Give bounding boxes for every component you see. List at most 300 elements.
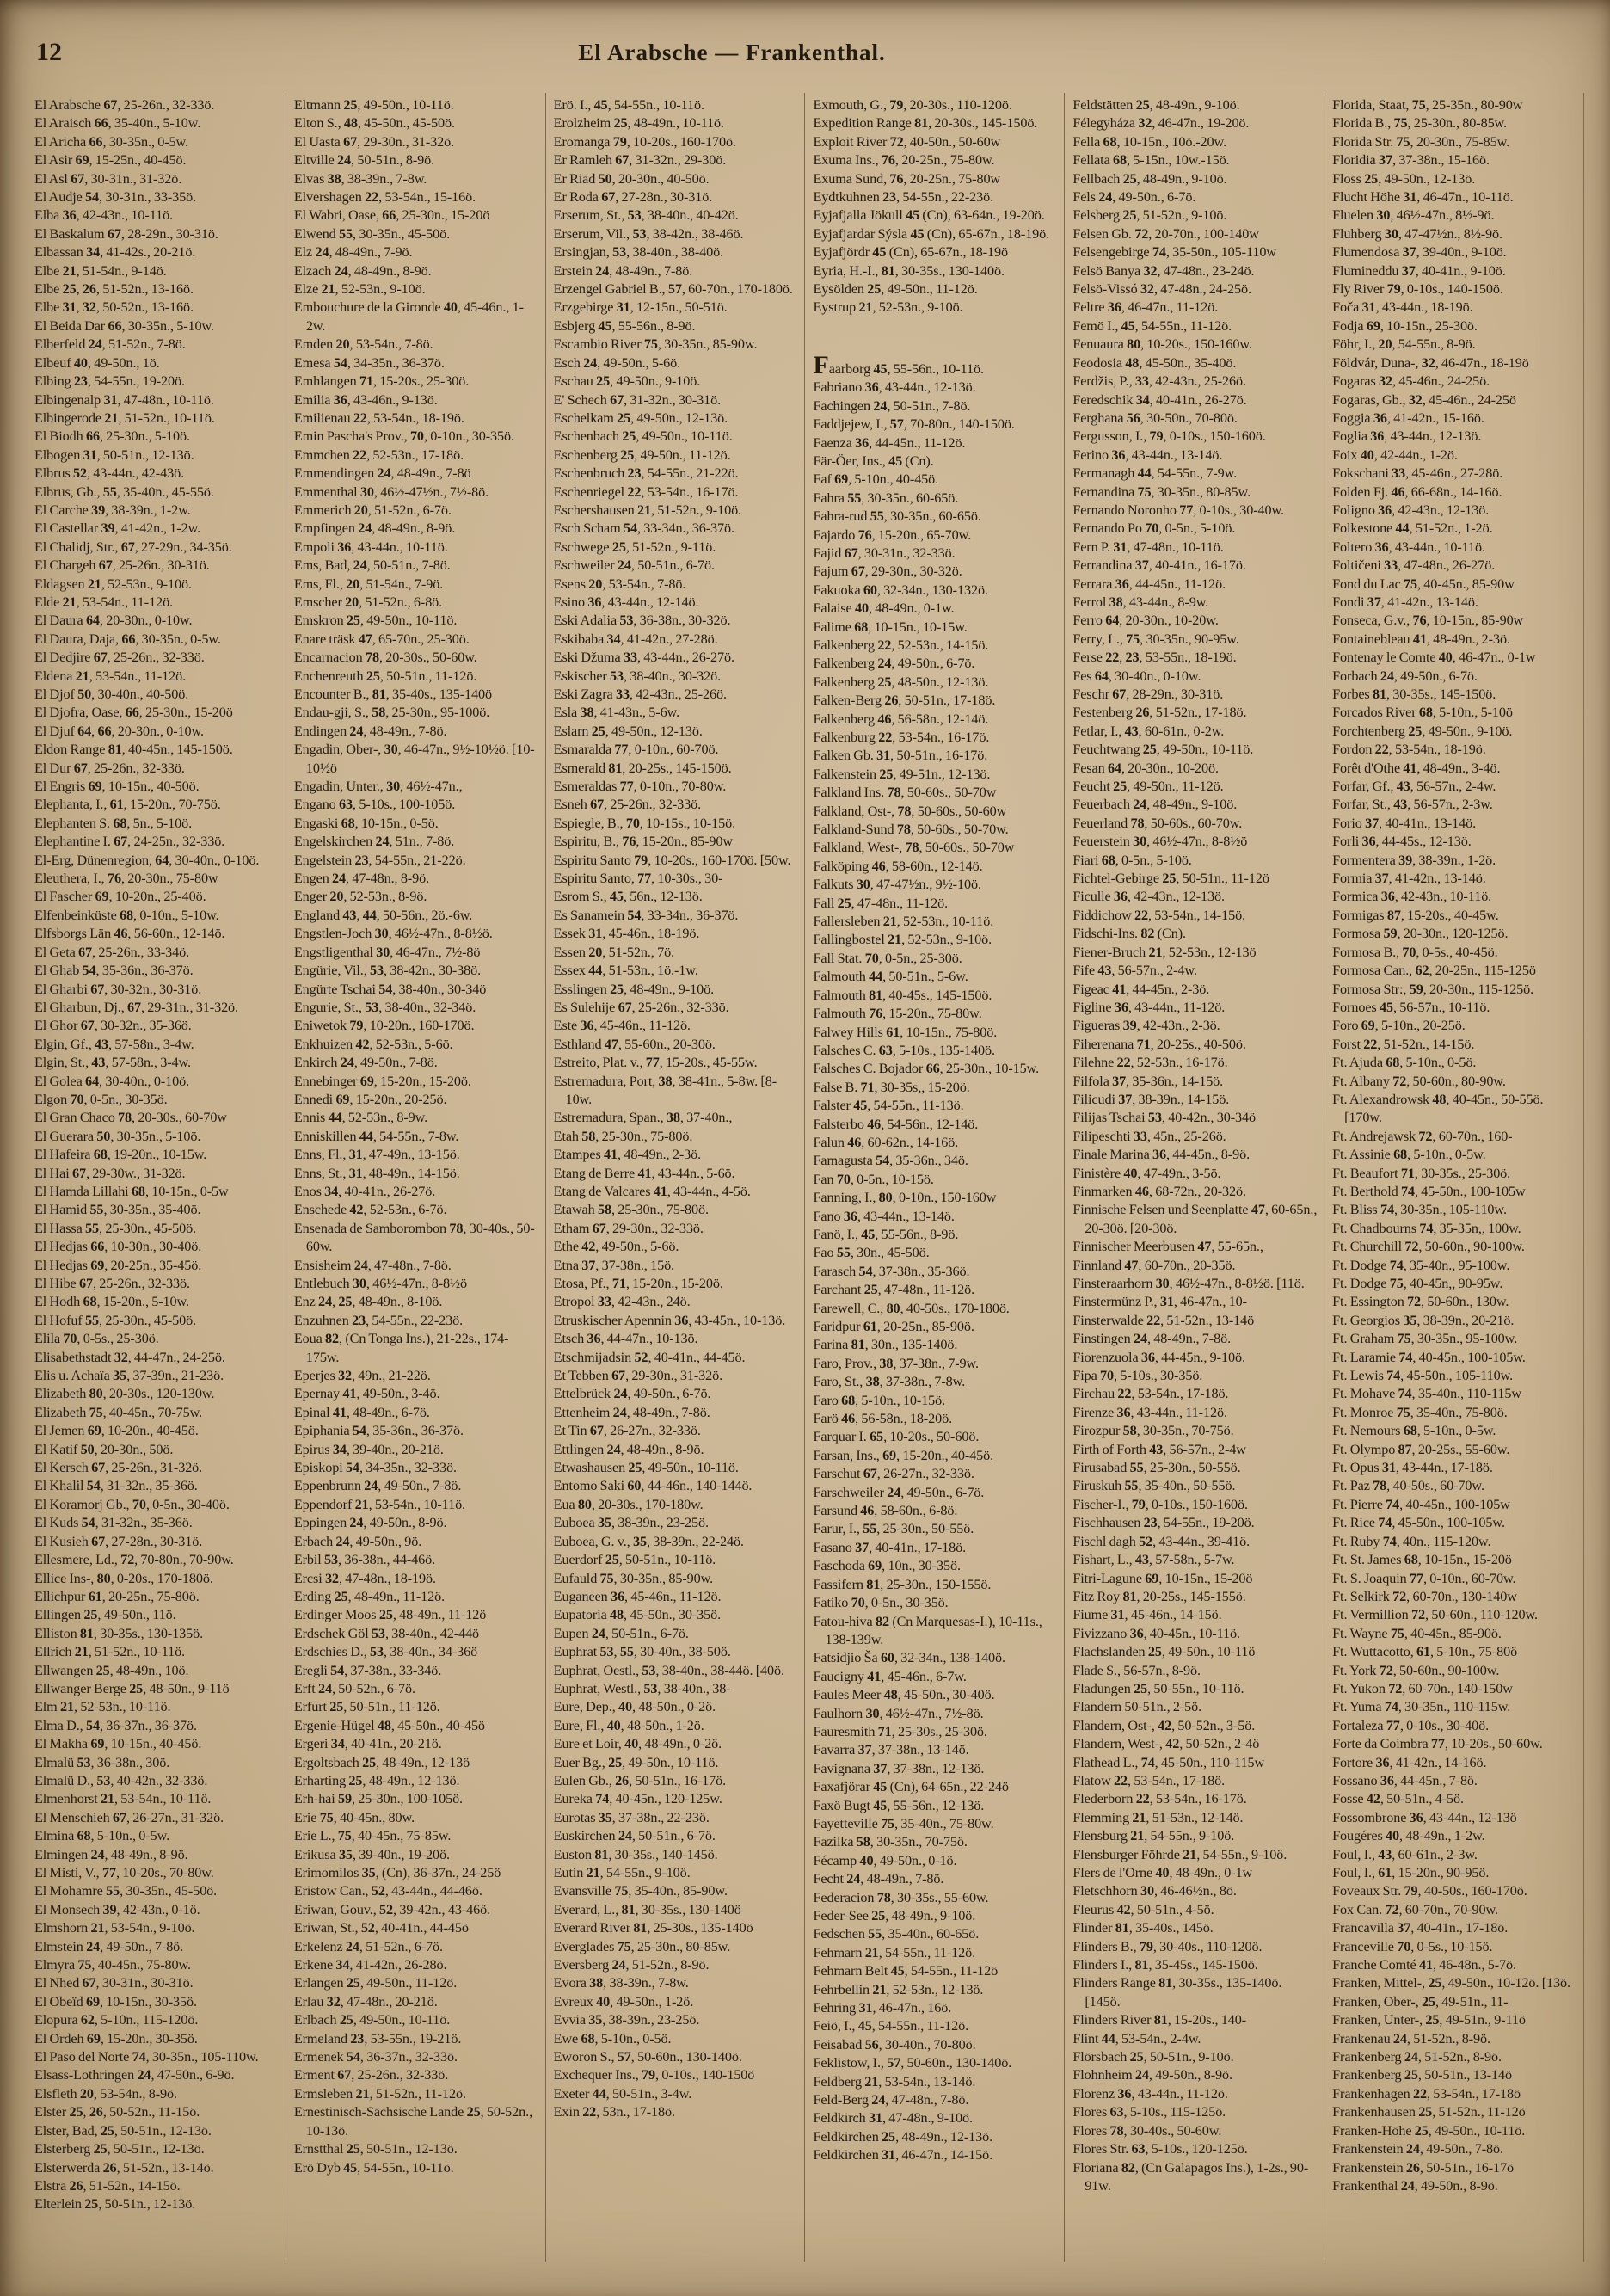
index-entry: Ft. Selkirk 72, 60-70n., 130-140w [1332, 1588, 1517, 1604]
index-entry: Feldkirchen 31, 46-47n., 14-15ö. [813, 2147, 993, 2164]
index-entry: El Ghab 54, 35-36n., 36-37ö. [34, 963, 194, 979]
index-entry: Elbrus, Gb., 55, 35-40n., 45-55ö. [34, 483, 214, 500]
index-entry: Flensburg 21, 54-55n., 9-10ö. [1072, 1828, 1235, 1844]
index-entry: Finistère 40, 47-49n., 3-5ö. [1072, 1165, 1221, 1181]
index-entry: Ellesmere, Ld., 72, 70-80n., 70-90w. [34, 1552, 234, 1568]
index-entry: El Biodh 66, 25-30n., 5-10ö. [34, 428, 190, 445]
index-entry: Frankenhausen 25, 51-52n., 11-12ö [1332, 2104, 1526, 2121]
index-entry: Ermeland 23, 53-55n., 19-21ö. [293, 2030, 462, 2047]
index-entry: Fehmarn 21, 54-55n., 11-12ö. [813, 1944, 976, 1961]
index-entry: Engelskirchen 24, 51n., 7-8ö. [293, 834, 455, 850]
index-entry: Falkland, Ost-, 78, 50-60s., 50-60w [813, 803, 1007, 819]
index-entry: Feldkirchen 25, 48-49n., 12-13ö. [813, 2128, 993, 2145]
index-entry: Everard, L., 81, 30-35s., 130-140ö [553, 1901, 741, 1917]
index-entry: Elmina 68, 5-10n., 0-5w. [34, 1828, 170, 1844]
index-entry: Feredschik 34, 40-41n., 26-27ö. [1072, 391, 1247, 408]
index-entry: Femö I., 45, 54-55n., 11-12ö. [1072, 317, 1232, 334]
index-entry: Fletschhorn 30, 46-46½n., 8ö. [1072, 1883, 1237, 1899]
index-entry: Folkestone 44, 51-52n., 1-2ö. [1332, 520, 1493, 537]
index-entry: Fellata 68, 5-15n., 10w.-15ö. [1072, 152, 1230, 169]
index-entry: Faucigny 41, 45-46n., 6-7w. [813, 1668, 967, 1684]
index-entry: Flandern, Ost-, 42, 50-52n., 3-5ö. [1072, 1717, 1256, 1733]
index-entry: Fiddichow 22, 53-54n., 14-15ö. [1072, 907, 1246, 923]
index-entry: Eversberg 24, 51-52n., 8-9ö. [553, 1957, 710, 1973]
index-entry: El Wabri, Oase, 66, 25-30n., 15-20ö [293, 207, 490, 224]
index-entry: El Jemen 69, 10-20n., 40-45ö. [34, 1423, 199, 1439]
index-entry: Ensisheim 24, 47-48n., 7-8ö. [293, 1257, 452, 1273]
index-entry: Frankenberg 24, 51-52n., 8-9ö. [1332, 2049, 1502, 2065]
index-entry: Engadin, Unter., 30, 46½-47n., [293, 779, 463, 795]
index-entry: Falkenberg 46, 56-58n., 12-14ö. [813, 711, 989, 727]
index-entry: Folden Fj. 46, 66-68n., 14-16ö. [1332, 483, 1502, 500]
index-entry: Finstermünz P., 31, 46-47n., 10- [1072, 1294, 1247, 1310]
index-entry: El Carche 39, 38-39n., 1-2w. [34, 502, 191, 518]
index-entry: Fall Stat. 70, 0-5n., 25-30ö. [813, 950, 962, 966]
index-entry: Fly River 79, 0-10s., 140-150ö. [1332, 281, 1503, 298]
index-entry: Foul, I., 43, 60-61n., 2-3w. [1332, 1846, 1478, 1862]
index-column-4 [804, 93, 1064, 2262]
index-entry: Finnischer Meerbusen 47, 55-65n., [1072, 1239, 1263, 1255]
index-entry: Faules Meer 48, 45-50n., 30-40ö. [813, 1687, 995, 1703]
index-entry: Ernestinisch-Sächsische Lande 25, 50-52n., 10-13ö. [293, 2104, 533, 2139]
index-entry: Finstingen 24, 48-49n., 7-8ö. [1072, 1331, 1232, 1347]
index-entry: Ferghana 56, 30-50n., 70-80ö. [1072, 409, 1238, 426]
index-entry: Eromanga 79, 10-20s., 160-170ö. [553, 133, 736, 150]
index-entry: Fidschi-Ins. 82 (Cn). [1072, 926, 1186, 942]
index-entry: El Hafeira 68, 19-20n., 10-15w. [34, 1147, 207, 1163]
index-entry: Euer Bg., 25, 49-50n., 10-11ö. [553, 1754, 719, 1770]
index-entry: Ft. St. James 68, 10-15n., 15-20ö [1332, 1552, 1512, 1568]
index-entry: Esla 38, 41-43n., 5-6w. [553, 705, 680, 721]
index-entry: Ennebinger 69, 15-20n., 15-20ö. [293, 1073, 471, 1089]
index-entry: Erstein 24, 48-49n., 7-8ö. [553, 262, 693, 279]
index-entry: Evvia 35, 38-39n., 23-25ö. [553, 2012, 700, 2028]
index-entry: Elde 21, 53-54n., 11-12ö. [34, 594, 174, 610]
index-entry: Firuskuh 55, 35-40n., 50-55ö. [1072, 1478, 1236, 1494]
index-entry: Federacion 78, 30-35s., 55-60w. [813, 1889, 989, 1905]
index-entry: El Hodh 68, 15-20n., 5-10w. [34, 1294, 190, 1310]
index-entry: Flachslanden 25, 49-50n., 10-11ö [1072, 1644, 1256, 1660]
index-entry: Ft. Monroe 75, 35-40n., 75-80ö. [1332, 1404, 1508, 1420]
index-entry: Elbe 31, 32, 50-52n., 13-16ö. [34, 299, 194, 316]
index-entry: Eskischer 53, 38-40n., 30-32ö. [553, 668, 722, 684]
index-entry: Faxö Bugt 45, 55-56n., 12-13ö. [813, 1797, 985, 1813]
index-entry: Faxafjörar 45 (Cn), 64-65n., 22-24ö [813, 1779, 1009, 1795]
index-entry: Falsches C. Bojador 66, 25-30n., 10-15w. [813, 1061, 1040, 1077]
index-entry: Eschweiler 24, 50-51n., 6-7ö. [553, 557, 715, 574]
index-entry: Ft. Essington 72, 50-60n., 130w. [1332, 1294, 1509, 1310]
index-entry: Enare träsk 47, 65-70n., 25-30ö. [293, 631, 470, 647]
index-entry: Feklistow, I., 57, 50-60n., 130-140ö. [813, 2055, 1012, 2071]
index-entry: Eniwetok 79, 10-20n., 160-170ö. [293, 1018, 475, 1034]
index-entry: Fischer-I., 79, 0-10s., 150-160ö. [1072, 1496, 1248, 1512]
index-entry: Fogaras, Gb., 32, 45-46n., 24-25ö [1332, 391, 1516, 408]
index-entry: Fluelen 30, 46½-47n., 8½-9ö. [1332, 207, 1495, 224]
index-entry: Ersingjan, 53, 38-40n., 38-40ö. [553, 244, 724, 261]
index-entry: Fassifern 81, 25-30n., 150-155ö. [813, 1576, 992, 1592]
index-entry: Foggia 36, 41-42n., 15-16ö. [1332, 409, 1484, 426]
index-entry: Eschenbach 25, 49-50n., 10-11ö. [553, 428, 733, 445]
index-entry: Fernandina 75, 30-35n., 80-85w. [1072, 483, 1251, 500]
index-entry: Elvershagen 22, 53-54n., 15-16ö. [293, 189, 476, 206]
index-entry: Ermsleben 21, 51-52n., 11-12ö. [293, 2085, 466, 2102]
index-entry: Falun 46, 60-62n., 14-16ö. [813, 1134, 959, 1150]
index-entry: Elizabeth 80, 20-30s., 120-130w. [34, 1386, 215, 1402]
index-entry: Figline 36, 43-44n., 11-12ö. [1072, 999, 1226, 1015]
index-entry: Ettenheim 24, 48-49n., 7-8ö. [553, 1404, 710, 1420]
index-entry: Forli 36, 44-45s., 12-13ö. [1332, 834, 1472, 850]
index-entry: El Hai 67, 29-30w., 31-32ö. [34, 1165, 186, 1181]
index-entry: Engstligenthal 30, 46-47n., 7½-8ö [293, 944, 481, 960]
index-entry: Flinder 81, 35-40s., 145ö. [1072, 1920, 1214, 1936]
index-entry: Eworon S., 57, 50-60n., 130-140ö. [553, 2049, 742, 2065]
index-entry: Festenberg 26, 51-52n., 17-18ö. [1072, 705, 1247, 721]
index-entry: Emskron 25, 49-50n., 10-11ö. [293, 612, 458, 629]
index-entry: Fazilka 58, 30-35n., 70-75ö. [813, 1834, 968, 1850]
index-entry: El Misti, V., 77, 10-20s., 70-80w. [34, 1865, 214, 1881]
index-column-2 [286, 93, 545, 2262]
index-entry: Esino 36, 43-44n., 12-14ö. [553, 594, 699, 610]
index-entry: Engürie, Vil., 53, 38-42n., 30-38ö. [293, 963, 482, 979]
index-entry: Erie L., 75, 40-45n., 75-85w. [293, 1828, 452, 1844]
index-entry: Flandern 50-51n., 2-5ö. [1072, 1699, 1202, 1715]
index-entry: Ferrara 36, 44-45n., 11-12ö. [1072, 576, 1226, 592]
index-entry: Flinders B., 79, 30-40s., 110-120ö. [1072, 1938, 1263, 1954]
index-entry: Finmarken 46, 68-72n., 20-32ö. [1072, 1183, 1246, 1199]
index-entry: El Castellar 39, 41-42n., 1-2w. [34, 520, 201, 537]
index-entry: Elsass-Lothringen 24, 47-50n., 6-9ö. [34, 2067, 235, 2084]
index-entry: Falwey Hills 61, 10-15n., 75-80ö. [813, 1024, 998, 1040]
index-entry: Enniskillen 44, 54-55n., 7-8w. [293, 1128, 459, 1144]
index-entry: Franken, Unter-, 25, 49-51n., 9-11ö [1332, 2012, 1526, 2028]
index-entry: Eskibaba 34, 41-42n., 27-28ö. [553, 631, 718, 647]
index-entry: Ft. Rice 74, 45-50n., 100-105w. [1332, 1515, 1505, 1531]
index-entry: Fipa 70, 5-10s., 30-35ö. [1072, 1368, 1203, 1384]
index-entry: Esthland 47, 55-60n., 20-30ö. [553, 1036, 716, 1052]
index-entry: Elmalü 53, 36-38n., 30ö. [34, 1754, 170, 1770]
index-entry: Ft. Alexandrowsk 48, 40-45n., 50-55ö. [170w. [1332, 1091, 1544, 1126]
index-entry: Ennedi 69, 15-20n., 20-25ö. [293, 1091, 447, 1107]
index-entry: Emilienau 22, 53-54n., 18-19ö. [293, 409, 464, 426]
index-entry: Franken, Ober-, 25, 49-51n., 11- [1332, 1993, 1509, 2010]
index-entry: Encarnacion 78, 20-30s., 50-60w. [293, 649, 477, 666]
index-entry: Ennis 44, 52-53n., 8-9w. [293, 1110, 428, 1126]
index-entry: Erment 67, 25-26n., 32-33ö. [293, 2067, 449, 2084]
index-entry: Farsan, Ins., 69, 15-20n., 40-45ö. [813, 1447, 994, 1463]
index-entry: Elze 21, 52-53n., 9-10ö. [293, 281, 426, 298]
index-entry: Etschmijadsin 52, 40-41n., 44-45ö. [553, 1349, 746, 1365]
index-entry: Ferro 64, 20-30n., 10-20w. [1072, 612, 1219, 629]
index-entry: Eppenbrunn 24, 49-50n., 7-8ö. [293, 1478, 462, 1494]
index-entry: Eltmann 25, 49-50n., 10-11ö. [293, 97, 454, 113]
index-entry: Ft. Andrejawsk 72, 60-70n., 160- [1332, 1128, 1513, 1144]
index-entry: Faddjejew, I., 57, 70-80n., 140-150ö. [813, 416, 1015, 433]
index-entry: Filipeschti 33, 45n., 25-26ö. [1072, 1128, 1226, 1144]
index-entry: Eschau 25, 49-50n., 9-10ö. [553, 373, 701, 390]
index-entry: El Hassa 55, 25-30n., 45-50ö. [34, 1220, 197, 1236]
index-entry: Estreito, Plat. v., 77, 15-20s., 45-55w. [553, 1055, 758, 1071]
index-entry: El Uasta 67, 29-30n., 31-32ö. [293, 133, 455, 150]
index-entry: Eutin 21, 54-55n., 9-10ö. [553, 1865, 691, 1881]
index-entry: El Koramorj Gb., 70, 0-5n., 30-40ö. [34, 1496, 230, 1512]
index-entry: Fesan 64, 20-30n., 10-20ö. [1072, 760, 1219, 776]
index-entry: Fella 68, 10-15n., 10ö.-20w. [1072, 133, 1227, 150]
index-entry: Ft. Ruby 74, 40n., 115-120w. [1332, 1533, 1491, 1549]
index-entry: Elstra 26, 51-52n., 14-15ö. [34, 2177, 181, 2194]
index-entry: Franche Comté 41, 46-48n., 5-7ö. [1332, 1957, 1516, 1973]
index-entry: Etosa, Pf., 71, 15-20n., 15-20ö. [553, 1276, 723, 1291]
index-entry: Forbes 81, 30-35s., 145-150ö. [1332, 686, 1496, 702]
index-entry: Euphrat, Oestl., 53, 38-40n., 38-44ö. [40ö. [553, 1662, 784, 1678]
index-entry: Elzach 24, 48-49n., 8-9ö. [293, 262, 432, 279]
index-entry: Exin 22, 53n., 17-18ö. [553, 2104, 675, 2121]
index-entry: Evora 38, 38-39n., 7-8w. [553, 1975, 689, 1991]
index-entry: Emin Pascha's Prov., 70, 0-10n., 30-35ö. [293, 428, 514, 445]
index-entry: Foltičeni 33, 47-48n., 26-27ö. [1332, 557, 1496, 574]
index-entry: Fes 64, 30-40n., 0-10w. [1072, 668, 1201, 684]
index-entry: Forio 37, 40-41n., 13-14ö. [1332, 815, 1477, 831]
index-entry: Fokschani 33, 45-46n., 27-28ö. [1332, 465, 1503, 482]
index-entry: Erfurt 25, 50-51n., 11-12ö. [293, 1699, 440, 1715]
index-entry: Elba 36, 42-43n., 10-11ö. [34, 207, 174, 224]
index-entry: Ergenie-Hügel 48, 45-50n., 40-45ö [293, 1717, 485, 1733]
index-entry: Eppendorf 21, 53-54n., 10-11ö. [293, 1496, 466, 1512]
index-entry: Fabriano 36, 43-44n., 12-13ö. [813, 379, 976, 396]
index-entry: Escambio River 75, 30-35n., 85-90w. [553, 336, 758, 353]
index-entry: Ferdžis, P., 33, 42-43n., 25-26ö. [1072, 373, 1246, 390]
index-entry: Flörsbach 25, 50-51n., 9-10ö. [1072, 2049, 1234, 2065]
index-entry: Fischhausen 23, 54-55n., 19-20ö. [1072, 1515, 1255, 1531]
index-entry: Farö 46, 56-58n., 18-20ö. [813, 1411, 953, 1427]
index-entry: Feltre 36, 46-47n., 11-12ö. [1072, 299, 1219, 316]
index-entry: Eure, Fl., 40, 48-50n., 1-2ö. [553, 1717, 704, 1733]
index-entry: Ft. Wuttacotto, 61, 5-10n., 75-80ö [1332, 1644, 1518, 1660]
index-entry: Fehmarn Belt 45, 54-55n., 11-12ö [813, 1963, 999, 1979]
index-entry: Erdinger Moos 25, 48-49n., 11-12ö [293, 1607, 487, 1623]
index-entry: Fife 43, 56-57n., 2-4w. [1072, 963, 1197, 979]
index-entry: Faulhorn 30, 46½-47n., 7½-8ö. [813, 1705, 984, 1721]
index-entry: El Hamid 55, 30-35n., 35-40ö. [34, 1202, 201, 1218]
index-entry: Fall 25, 47-48n., 11-12ö. [813, 895, 949, 911]
index-entry: Elbe 21, 51-54n., 9-14ö. [34, 262, 167, 279]
index-entry: Ft. Nemours 68, 5-10n., 0-5w. [1332, 1423, 1496, 1439]
index-entry: Firenze 36, 43-44n., 11-12ö. [1072, 1404, 1227, 1420]
index-entry: Ft. Opus 31, 43-44n., 17-18ö. [1332, 1460, 1493, 1476]
index-entry: Fondi 37, 41-42n., 13-14ö. [1332, 594, 1478, 610]
index-entry: Elephanta, I., 61, 15-20n., 70-75ö. [34, 797, 221, 813]
index-entry: Feldberg 21, 53-54n., 13-14ö. [813, 2073, 976, 2090]
index-entry: Entlebuch 30, 46½-47n., 8-8½ö [293, 1276, 468, 1291]
index-entry: Fornoes 45, 56-57n., 10-11ö. [1332, 999, 1490, 1015]
index-entry: Fan 70, 0-5n., 10-15ö. [813, 1171, 934, 1187]
index-entry: Falkuts 30, 47-47½n., 9½-10ö. [813, 877, 981, 893]
index-entry: Eschenbruch 23, 54-55n., 21-22ö. [553, 465, 739, 482]
index-entry: Ercsi 32, 47-48n., 18-19ö. [293, 1570, 436, 1586]
index-entry: E' Schech 67, 31-32n., 30-31ö. [553, 391, 722, 408]
index-entry: Erbil 53, 36-38n., 44-46ö. [293, 1552, 436, 1568]
index-entry: Elbeuf 40, 49-50n., 1ö. [34, 354, 160, 371]
index-entry: Faarborg 45, 55-56n., 10-11ö. [813, 350, 984, 379]
index-entry: Erharting 25, 48-49n., 12-13ö. [293, 1772, 460, 1788]
index-entry: Endingen 24, 48-49n., 7-8ö. [293, 723, 447, 739]
index-entry: Ensenada de Samborombon 78, 30-40s., 50-60w. [293, 1220, 535, 1255]
index-entry: El Dedjire 67, 25-26n., 32-33ö. [34, 649, 205, 666]
index-entry: Falsches C. 63, 5-10s., 135-140ö. [813, 1042, 995, 1058]
index-entry: Forêt d'Othe 41, 48-49n., 3-4ö. [1332, 760, 1501, 776]
index-entry: Fishart, L., 43, 57-58n., 5-7w. [1072, 1552, 1235, 1568]
index-entry: El Hedjas 66, 10-30n., 30-40ö. [34, 1239, 202, 1255]
index-entry: Foix 40, 42-44n., 1-2ö. [1332, 446, 1458, 463]
index-entry: Eyjafjalla Jökull 45 (Cn), 63-64n., 19-20ö. [813, 207, 1045, 224]
index-entry: El Gharbun, Dj., 67, 29-31n., 31-32ö. [34, 999, 239, 1015]
index-entry: Fleurus 42, 50-51n., 4-5ö. [1072, 1901, 1214, 1917]
index-column-5 [1064, 93, 1324, 2262]
index-entry: Engano 63, 5-10s., 100-105ö. [293, 797, 456, 813]
index-entry: Exploit River 72, 40-50n., 50-60w [813, 133, 1001, 150]
index-entry: Filehne 22, 52-53n., 16-17ö. [1072, 1055, 1228, 1071]
index-entry: Flucht Höhe 31, 46-47n., 10-11ö. [1332, 189, 1514, 206]
index-entry: Fahra 55, 30-35n., 60-65ö. [813, 489, 959, 506]
index-entry: Eldagsen 21, 52-53n., 9-10ö. [34, 576, 192, 592]
index-entry: Enzuhnen 23, 54-55n., 22-23ö. [293, 1312, 464, 1328]
index-entry: Eufauld 75, 30-35n., 85-90w. [553, 1570, 714, 1586]
index-entry: Este 36, 45-46n., 11-12ö. [553, 1018, 691, 1034]
index-entry: Feld-Berg 24, 47-48n., 7-8ö. [813, 2092, 969, 2108]
index-entry: Florida, Staat, 75, 25-35n., 80-90w [1332, 97, 1523, 113]
index-entry: Falmouth 44, 50-51n., 5-6w. [813, 969, 968, 985]
index-entry: El Menschieh 67, 26-27n., 31-32ö. [34, 1809, 224, 1825]
index-entry: Flinders River 81, 15-20s., 140- [1072, 2012, 1247, 2028]
index-entry: Engaski 68, 10-15n., 0-5ö. [293, 815, 439, 831]
index-entry: Félegyháza 32, 46-47n., 19-20ö. [1072, 115, 1250, 132]
index-entry: Fernando Po 70, 0-5n., 5-10ö. [1072, 520, 1236, 537]
index-entry: Formica 36, 42-43n., 10-11ö. [1332, 889, 1492, 905]
index-entry: El Makha 69, 10-15n., 40-45ö. [34, 1736, 202, 1752]
index-entry: Elephantine I. 67, 24-25n., 32-33ö. [34, 834, 225, 850]
index-entry: El Asir 69, 15-25n., 40-45ö. [34, 152, 187, 169]
index-entry: Entomo Saki 60, 44-46n., 140-144ö. [553, 1478, 753, 1494]
index-entry: Elisabethstadt 32, 44-47n., 24-25ö. [34, 1349, 225, 1365]
index-entry: Flemming 21, 51-53n., 12-14ö. [1072, 1809, 1244, 1825]
index-entry: Fontainebleau 41, 48-49n., 2-3ö. [1332, 631, 1510, 647]
index-entry: Famagusta 54, 35-36n., 34ö. [813, 1153, 968, 1169]
index-entry: Feuerstein 30, 46½-47n., 8-8½ö [1072, 834, 1248, 850]
index-entry: Esmerald 81, 20-25s., 145-150ö. [553, 760, 732, 776]
index-entry: Erserum, St., 53, 38-40n., 40-42ö. [553, 207, 739, 224]
index-entry: Fauresmith 71, 25-30s., 25-30ö. [813, 1723, 987, 1739]
index-entry: Eua 80, 20-30s., 170-180w. [553, 1496, 704, 1512]
index-entry: Filicudi 37, 38-39n., 14-15ö. [1072, 1091, 1230, 1107]
index-entry: Etah 58, 25-30n., 75-80ö. [553, 1128, 693, 1144]
index-entry: Fivizzano 36, 40-45n., 10-11ö. [1072, 1625, 1240, 1641]
index-entry: Elopura 62, 5-10n., 115-120ö. [34, 2012, 199, 2028]
index-entry: Feder-See 25, 48-49n., 9-10ö. [813, 1908, 976, 1924]
index-entry: El Gharbi 67, 30-32n., 30-31ö. [34, 981, 202, 997]
index-entry: Essen 20, 51-52n., 7ö. [553, 944, 675, 960]
index-entry: Endau-gji, S., 58, 25-30n., 95-100ö. [293, 705, 490, 721]
index-entry: Expedition Range 81, 20-30s., 145-150ö. [813, 115, 1038, 132]
index-entry: Engürte Tschai 54, 38-40n., 30-34ö [293, 981, 487, 997]
index-entry: Euboea, G. v., 35, 38-39n., 22-24ö. [553, 1533, 744, 1549]
index-entry: Erdschies D., 53, 38-40n., 34-36ö [293, 1644, 478, 1660]
index-entry: Feuchtwang 25, 49-50n., 10-11ö. [1072, 742, 1254, 758]
index-entry: Erkelenz 24, 51-52n., 6-7ö. [293, 1938, 443, 1954]
index-entry: El Ghor 67, 30-32n., 35-36ö. [34, 1018, 192, 1034]
index-entry: Etawah 58, 25-30n., 75-80ö. [553, 1202, 709, 1218]
index-entry: Ft. Dodge 75, 40-45n,, 90-95w. [1332, 1276, 1503, 1291]
index-entry: Et Tebben 67, 29-30n., 31-32ö. [553, 1368, 723, 1384]
index-entry: Eydtkuhnen 23, 54-55n., 22-23ö. [813, 189, 994, 206]
index-entry: El Paso del Norte 74, 30-35n., 105-110w. [34, 2049, 259, 2065]
index-entry: Er Roda 67, 27-28n., 30-31ö. [553, 189, 713, 206]
index-entry: Farewell, C., 80, 40-50s., 170-180ö. [813, 1300, 1010, 1316]
index-entry: Farasch 54, 37-38n., 35-36ö. [813, 1263, 970, 1279]
index-entry: Foča 31, 43-44n., 18-19ö. [1332, 299, 1473, 316]
index-entry: Elmingen 24, 48-49n., 8-9ö. [34, 1846, 188, 1862]
index-entry: Fehring 31, 46-47n., 16ö. [813, 2000, 952, 2016]
index-entry: Flensburger Föhrde 21, 54-55n., 9-10ö. [1072, 1846, 1287, 1862]
index-entry: Falster 45, 54-55n., 11-13ö. [813, 1098, 964, 1114]
index-entry: Falköping 46, 58-60n., 12-14ö. [813, 858, 983, 874]
index-entry: Fogaras 32, 45-46n., 24-25ö. [1332, 373, 1490, 390]
index-entry: Fecht 24, 48-49n., 7-8ö. [813, 1871, 944, 1887]
index-entry: El Djofra, Oase, 66, 25-30n., 15-20ö [34, 705, 233, 721]
index-entry: Ft. Ajuda 68, 5-10n., 0-5ö. [1332, 1055, 1477, 1071]
index-entry: Enkirch 24, 49-50n., 7-8ö. [293, 1055, 438, 1071]
index-entry: Falkland, West-, 78, 50-60s., 50-70w [813, 840, 1015, 856]
index-entry: Essek 31, 45-46n., 18-19ö. [553, 926, 700, 942]
index-entry: Fatiko 70, 0-5n., 30-35ö. [813, 1595, 949, 1611]
index-entry: Ficulle 36, 42-43n., 12-13ö. [1072, 889, 1225, 905]
index-entry: Ft. S. Joaquin 77, 0-10n., 60-70w. [1332, 1570, 1516, 1586]
index-entry: Es Sanamein 54, 33-34n., 36-37ö. [553, 907, 739, 923]
index-entry: Eyria, H.-I., 81, 30-35s., 130-140ö. [813, 262, 1005, 279]
index-entry: Erft 24, 50-52n., 6-7ö. [293, 1680, 415, 1696]
index-entry: Elfenbeinküste 68, 0-10n., 5-10w. [34, 907, 219, 923]
index-entry: El Hibe 67, 25-26n., 32-33ö. [34, 1276, 190, 1291]
index-entry: Eriwan, St., 52, 40-41n., 44-45ö [293, 1920, 469, 1936]
index-entry: Fosse 42, 50-51n., 4-5ö. [1332, 1791, 1464, 1807]
index-entry: Ellwangen 25, 48-49n., 10ö. [34, 1662, 189, 1678]
index-entry: Foltero 36, 43-44n., 10-11ö. [1332, 539, 1485, 555]
index-entry: Emmendingen 24, 48-49n., 7-8ö [293, 465, 471, 482]
index-entry: Es Sulehije 67, 25-26n., 32-33ö. [553, 999, 729, 1015]
index-entry: Flumendosa 37, 39-40n., 9-10ö. [1332, 244, 1507, 261]
index-entry: El Audje 54, 30-31n., 33-35ö. [34, 189, 197, 206]
index-entry: Flinders I., 81, 35-45s., 145-150ö. [1072, 1957, 1258, 1973]
index-entry: El Gran Chaco 78, 20-30s., 60-70w [34, 1110, 227, 1126]
index-entry: Esmeraldas 77, 0-10n., 70-80w. [553, 779, 727, 795]
index-entry: Ferrandina 37, 40-41n., 16-17ö. [1072, 557, 1246, 574]
index-entry: Erie 75, 40-45n., 80w. [293, 1809, 415, 1825]
index-entry: Engstlen-Joch 30, 46½-47n., 8-8½ö. [293, 926, 493, 942]
index-entry: Espiritu Santo 79, 10-20s., 160-170ö. [50w. [553, 852, 791, 868]
index-entry: El Kersch 67, 25-26n., 31-32ö. [34, 1460, 203, 1476]
index-entry: Etampes 41, 48-49n., 2-3ö. [553, 1147, 702, 1163]
index-entry: Fatou-hiva 82 (Cn Marquesas-I.), 10-11s., 138-139w. [813, 1613, 1042, 1647]
index-column-6 [1324, 93, 1584, 2262]
index-entry: Floriana 82, (Cn Galapagos Ins.), 1-2s., 90-91w. [1072, 2159, 1309, 2194]
index-entry: Fergusson, I., 79, 0-10s., 150-160ö. [1072, 428, 1266, 445]
index-entry: Elizabeth 75, 40-45n., 70-75w. [34, 1404, 203, 1420]
index-entry: Elmenhorst 21, 53-54n., 10-11ö. [34, 1791, 212, 1807]
index-entry: Erolzheim 25, 48-49n., 10-11ö. [553, 115, 724, 132]
page-number: 12 [36, 38, 62, 66]
index-entry: Frankenstein 26, 50-51n., 16-17ö [1332, 2159, 1514, 2176]
index-entry: Elgon 70, 0-5n., 30-35ö. [34, 1091, 168, 1107]
index-entry: El Fascher 69, 10-20n., 25-40ö. [34, 889, 206, 905]
index-entry: Fox Can. 72, 60-70n., 70-90w. [1332, 1901, 1498, 1917]
